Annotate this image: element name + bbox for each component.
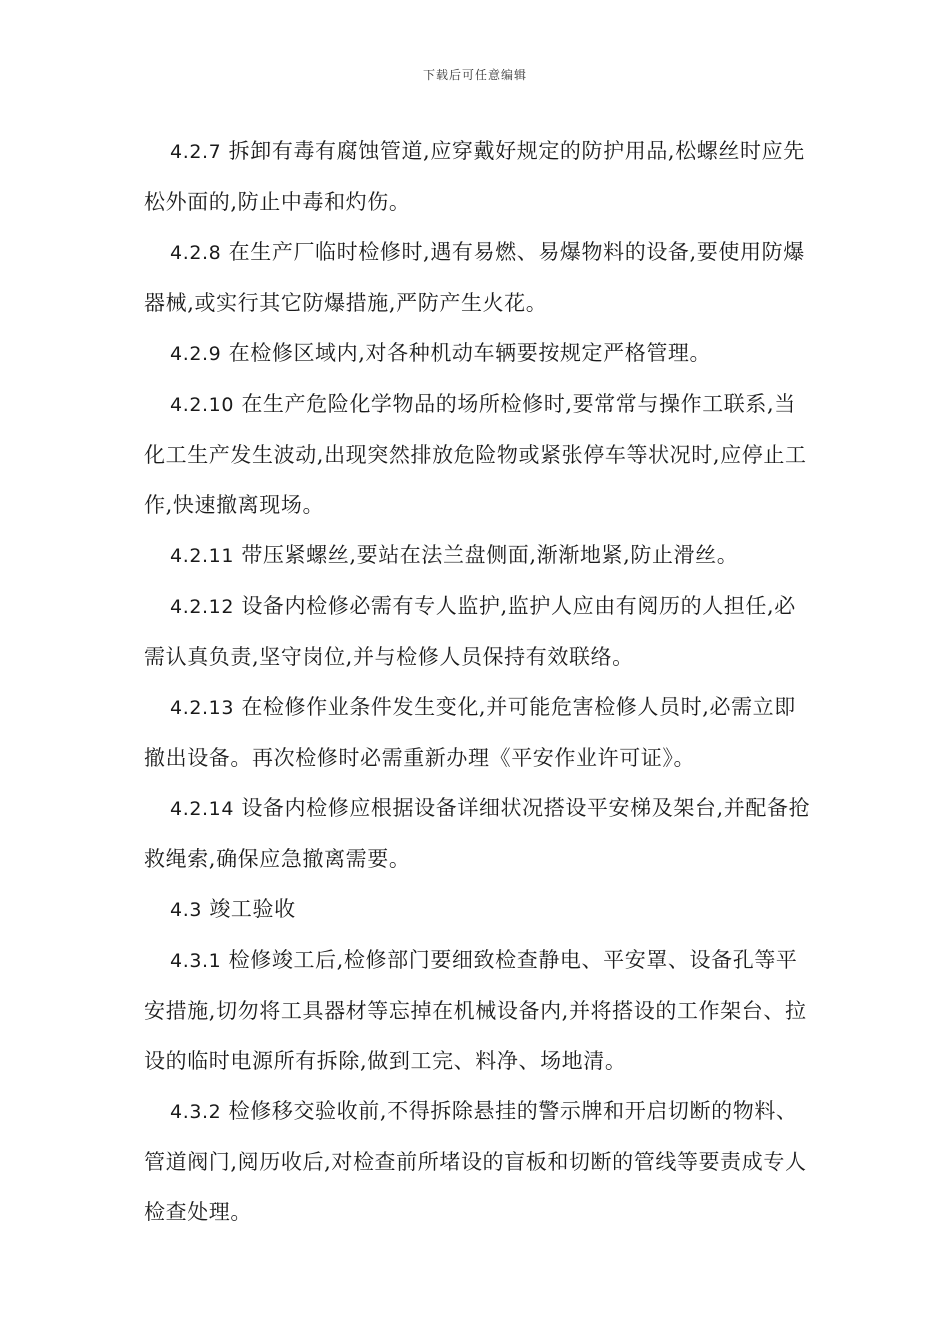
paragraph-4-2-14 — [144, 783, 812, 884]
paragraph-text: 设备内检修必需有专人监护,监护人应由有阅历的人担任,必需认真负责,坚守岗位,并与检修人员保持有效联络。 — [144, 594, 796, 669]
paragraph-text: 检修移交验收前,不得拆除悬挂的警示牌和开启切断的物料、管道阀门,阅历收后,对检查前所堵设的盲板和切断的管线等要责成专人检查处理。 — [144, 1099, 807, 1224]
paragraph-4-2-9 — [144, 328, 812, 379]
section-number: 4.3.1 — [170, 950, 222, 972]
paragraph-text: 在生产厂临时检修时,遇有易燃、易爆物料的设备,要使用防爆器械,或实行其它防爆措施,严防产生火花。 — [144, 240, 805, 315]
paragraph-4-3-2 — [144, 1086, 812, 1237]
paragraph-text: 在检修作业条件发生变化,并可能危害检修人员时,必需立即撤出设备。再次检修时必需重新办理《平安作业许可证》。 — [144, 695, 796, 770]
paragraph-4-2-7 — [144, 126, 812, 227]
section-number: 4.2.9 — [170, 343, 222, 365]
paragraph-text: 带压紧螺丝,要站在法兰盘侧面,渐渐地紧,防止滑丝。 — [241, 543, 739, 567]
section-title: 竣工验收 — [209, 897, 296, 921]
section-number: 4.3.2 — [170, 1101, 222, 1123]
paragraph-text: 在检修区域内,对各种机动车辆要按规定严格管理。 — [228, 341, 712, 365]
section-number: 4.2.13 — [170, 697, 235, 719]
section-heading-4-3 — [144, 884, 812, 935]
paragraph-text: 检修竣工后,检修部门要细致检查静电、平安罩、设备孔等平安措施,切勿将工具器材等忘掉在机械设备内,并将搭设的工作架台、拉设的临时电源所有拆除,做到工完、料净、场地清。 — [144, 948, 807, 1073]
paragraph-4-2-11 — [144, 530, 812, 581]
section-number: 4.2.11 — [170, 545, 235, 567]
document-body — [144, 126, 812, 1237]
section-number: 4.2.8 — [170, 242, 222, 264]
paragraph-text: 在生产危险化学物品的场所检修时,要常常与操作工联系,当化工生产发生波动,出现突然排放危险物或紧张停车等状况时,应停止工作,快速撤离现场。 — [144, 392, 807, 517]
section-number: 4.2.10 — [170, 394, 235, 416]
section-number: 4.3 — [170, 899, 203, 921]
section-number: 4.2.7 — [170, 141, 222, 163]
paragraph-4-3-1 — [144, 935, 812, 1086]
section-number: 4.2.12 — [170, 596, 235, 618]
paragraph-4-2-8 — [144, 227, 812, 328]
paragraph-4-2-10 — [144, 379, 812, 530]
page-header: 下载后可任意编辑 — [422, 68, 527, 82]
section-number: 4.2.14 — [170, 798, 235, 820]
paragraph-text: 拆卸有毒有腐蚀管道,应穿戴好规定的防护用品,松螺丝时应先松外面的,防止中毒和灼伤。 — [144, 139, 805, 214]
paragraph-text: 设备内检修应根据设备详细状况搭设平安梯及架台,并配备抢救绳索,确保应急撤离需要。 — [144, 796, 811, 871]
paragraph-4-2-13 — [144, 682, 812, 783]
paragraph-4-2-12 — [144, 581, 812, 682]
